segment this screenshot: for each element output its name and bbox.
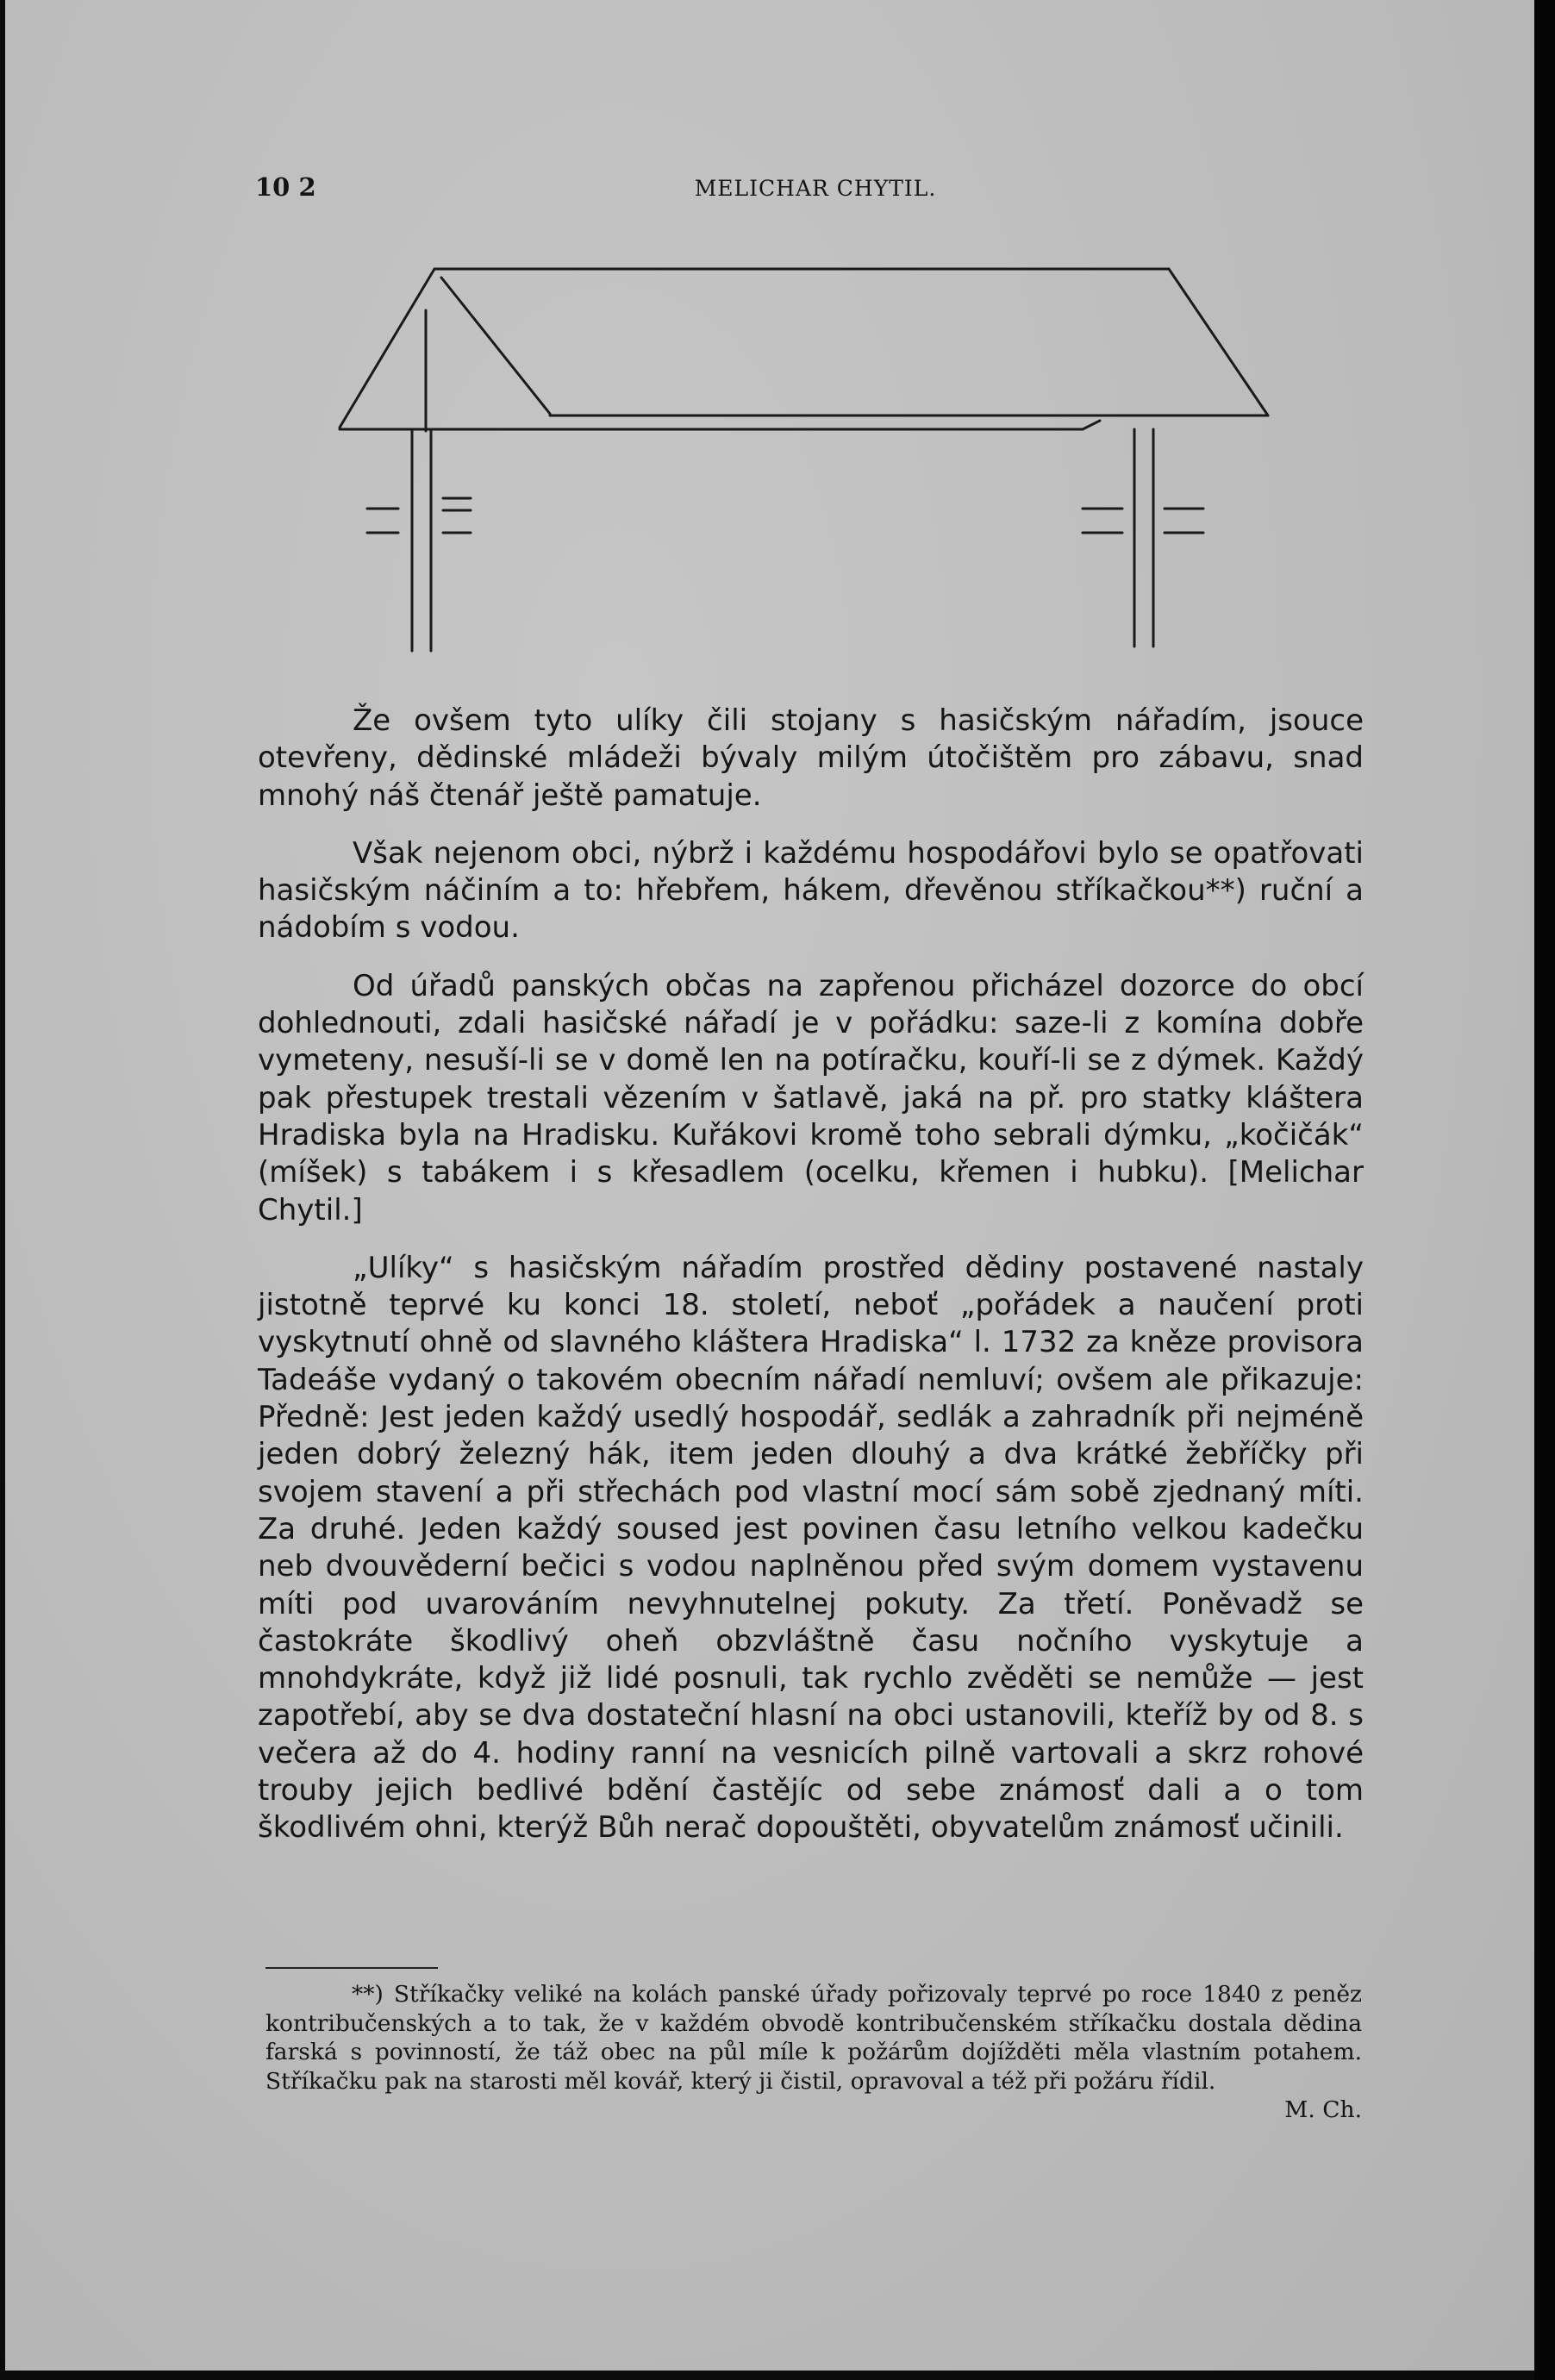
scan-edge [1534, 0, 1555, 2380]
footnote-text: **) Stříkačky veliké na kolách panské úřady pořizovaly teprvé po roce 1840 z peněz kontribučenských a to tak, že v každém obvodě kontribučenském stříkačku dostala dědina farská s povinností, že táž obec na půl míle k požárům dojížděti měla vlastním potahem. Stříkačku pak na starosti měl kovář, který ji čistil, opravoval a též při požáru řídil. [265, 1981, 1362, 2095]
footnote-signature: M. Ch. [1284, 2096, 1362, 2123]
paragraph: Od úřadů panských občas na zapřenou přicházel dozorce do obcí dohlednouti, zdali hasičské nářadí je v pořádku: saze-li z komína dobře vymeteny, nesuší-li se v domě len na potíračku, kouří-li se z dýmek. Každý pak přestupek trestali vězením v šatlavě, jaká na př. pro statky kláštera Hradiska byla na Hradisku. Kuřákovi kromě toho sebrali dýmku, „kočičák“ (míšek) s tabákem i s křesadlem (ocelku, křemen i hubku). [Melichar Chytil.] [258, 968, 1364, 1227]
page-header [255, 172, 1376, 207]
paragraph: Že ovšem tyto ulíky čili stojany s hasičským nářadím, jsouce otevřeny, dědinské mládeži bývaly milým útočištěm pro zábavu, snad mnohý náš čtenář ještě pamatuje. [258, 703, 1364, 813]
running-title: MELICHAR CHYTIL. [694, 176, 937, 201]
shelter-with-fire-equipment-drawing [324, 259, 1272, 672]
book-page [5, 0, 1534, 2371]
footnote [265, 1980, 1362, 2125]
page-number: 10 2 [255, 172, 316, 202]
main-text [258, 703, 1364, 1868]
paragraph: „Ulíky“ s hasičským nářadím prostřed dědiny postavené nastaly jistotně teprvé ku konci 18. století, neboť „pořádek a naučení proti vyskytnutí ohně od slavného kláštera Hradiska“ l. 1732 za kněze provisora Tadeáše vydaný o takovém obecním nářadí nemluví; ovšem ale přikazuje: Předně: Jest jeden každý usedlý hospodář, sedlák a zahradník při nejméně jeden dobrý železný hák, item jeden dlouhý a dva krátké žebříčky při svojem stavení a při střechách pod vlastní mocí sám sobě zjednaný míti. Za druhé. Jeden každý soused jest povinen času letního velkou kadečku neb dvouvěderní bečici s vodou naplněnou před svým domem vystavenu míti pod uvarováním nevyhnutelnej pokuty. Za třetí. Poněvadž se častokráte škodlivý oheň obzvláštně času nočního vyskytuje a mnohdykráte, když již lidé posnuli, tak rychlo zvěděti se nemůže — jest zapotřebí, aby se dva dostateční hlasní na obci ustanovili, kteříž by od 8. s večera až do 4. hodiny ranní na vesnicích pilně vartovali a skrz rohové trouby jejich bedlivé bdění častějíc od sebe známosť dali a o tom škodlivém ohni, kterýž Bůh nerač dopouštěti, obyvatelům známosť učinili. [258, 1250, 1364, 1846]
footnote-divider [265, 1967, 438, 1969]
paragraph: Však nejenom obci, nýbrž i každému hospodářovi bylo se opatřovati hasičským náčiním a to: hřebřem, hákem, dřevěnou stříkačkou**) ruční a nádobím s vodou. [258, 835, 1364, 946]
